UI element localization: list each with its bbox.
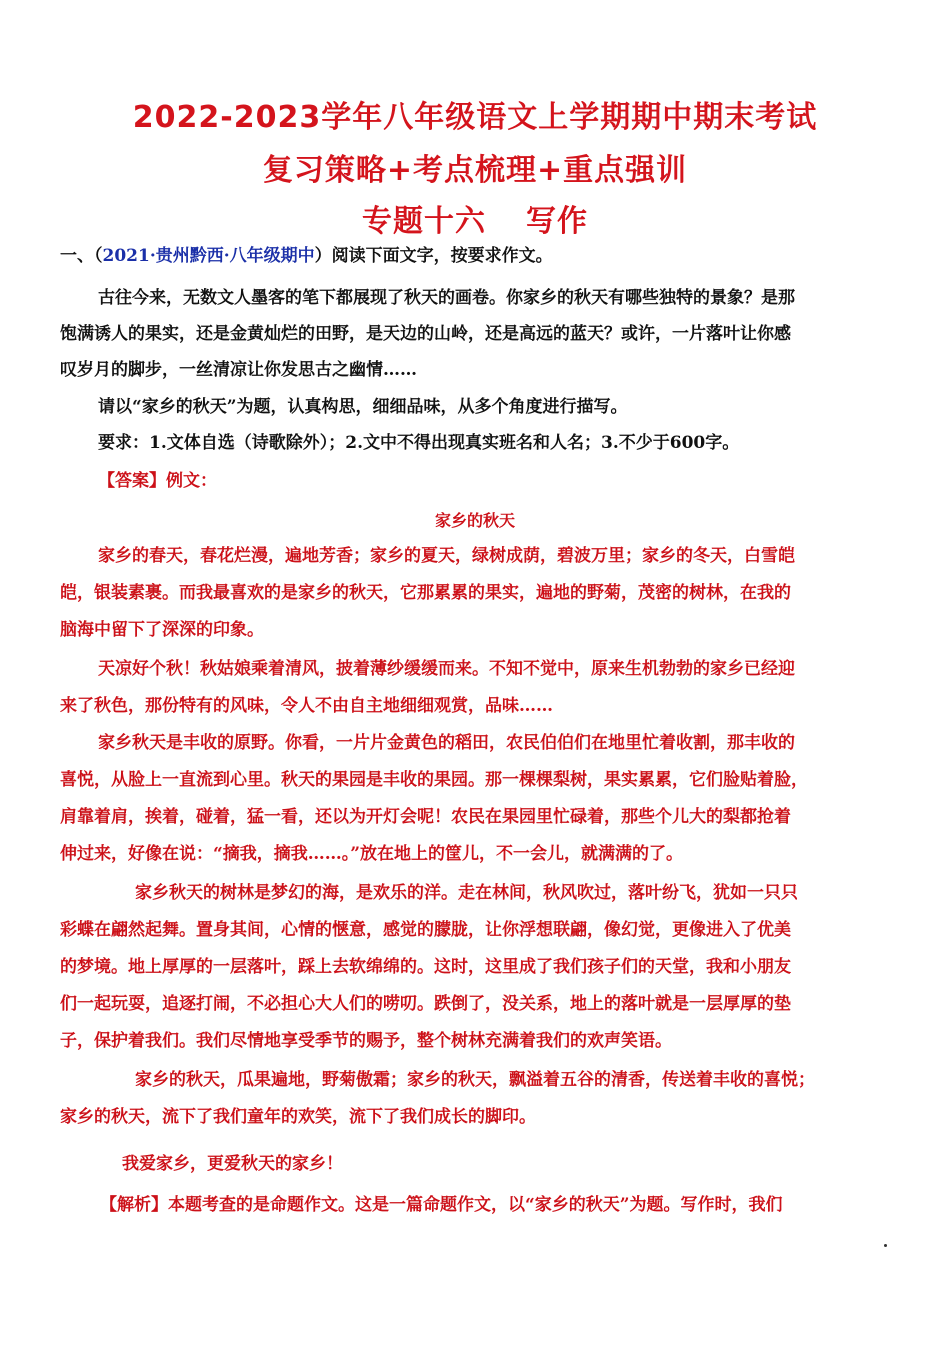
essay-line: 家乡的春天，春花烂漫，遍地芳香；家乡的夏天，绿树成荫，碧波万里；家乡的冬天，白雪皑 [98,546,795,566]
answer-label-suffix: 例文： [166,471,217,491]
question-source: 2021·贵州黔西·八年级期中 [102,246,315,266]
essay-line: 伸过来，好像在说：“摘我，摘我……。”放在地上的筐儿，不一会儿，就满满的了。 [60,844,684,864]
speck-mark [884,1244,887,1247]
topic-name: 写作 [526,204,588,239]
requirements-text: 要求：1.文体自选（诗歌除外）；2.文中不得出现真实班名和人名；3.不少于600字。 [98,433,740,453]
analysis-line [100,1194,930,1216]
topic-number: 专题十六 [362,204,486,239]
analysis-text: 本题考查的是命题作文。这是一篇命题作文，以“家乡的秋天”为题。写作时，我们 [168,1195,783,1215]
answer-label-line [98,470,928,492]
title-line-1: 2022-2023学年八年级语文上学期期中期末考试 [132,100,818,135]
essay-line: 的梦境。地上厚厚的一层落叶，踩上去软绵绵的。这时，这里成了我们孩子们的天堂，我和小朋友 [60,957,791,977]
essay-line: 子，保护着我们。我们尽情地享受季节的赐予，整个树林充满着我们的欢声笑语。 [60,1031,672,1051]
essay-line: 们一起玩耍，追逐打闹，不必担心大人们的唠叨。跌倒了，没关系，地上的落叶就是一层厚厚的垫 [60,994,791,1014]
essay-closing-line: 我爱家乡，更爱秋天的家乡！ [122,1154,343,1174]
answer-label: 【答案】 [98,471,166,491]
essay-line: 家乡的秋天，瓜果遍地，野菊傲霜；家乡的秋天，飘溢着五谷的清香，传送着丰收的喜悦； [135,1070,815,1090]
question-heading [60,245,890,267]
essay-line: 脑海中留下了深深的印象。 [60,620,264,640]
essay-line: 家乡秋天的树林是梦幻的海，是欢乐的洋。走在林间，秋风吹过，落叶纷飞，犹如一只只 [135,883,798,903]
title-line-3 [0,196,950,240]
analysis-label: 【解析】 [100,1195,168,1215]
prompt-line: 古往今来，无数文人墨客的笔下都展现了秋天的画卷。你家乡的秋天有哪些独特的景象？是那 [98,288,795,308]
task-text: 请以“家乡的秋天”为题，认真构思，细细品味，从多个角度进行描写。 [98,397,628,417]
prompt-line: 叹岁月的脚步，一丝清凉让你发思古之幽情…… [60,360,417,380]
title-line-2: 复习策略+考点梳理+重点强训 [262,153,688,188]
essay-line: 皑，银装素裹。而我最喜欢的是家乡的秋天，它那累累的果实，遍地的野菊，茂密的树林，在我的 [60,583,791,603]
essay-line: 肩靠着肩，挨着，碰着，猛一看，还以为开灯会呢！农民在果园里忙碌着，那些个儿大的梨都抢着 [60,807,791,827]
prompt-line: 饱满诱人的果实，还是金黄灿烂的田野，是天边的山岭，还是高远的蓝天？或许，一片落叶让你感 [60,324,791,344]
essay-line: 彩蝶在翩然起舞。置身其间，心情的惬意，感觉的朦胧，让你浮想联翩，像幻觉，更像进入了优美 [60,920,791,940]
essay-line: 家乡秋天是丰收的原野。你看，一片片金黄色的稻田，农民伯伯们在地里忙着收割，那丰收的 [98,733,795,753]
essay-line: 天凉好个秋！秋姑娘乘着清风，披着薄纱缓缓而来。不知不觉中，原来生机勃勃的家乡已经迎 [98,659,795,679]
essay-title: 家乡的秋天 [434,511,515,530]
essay-line: 喜悦，从脸上一直流到心里。秋天的果园是丰收的果园。那一棵棵梨树，果实累累，它们脸贴着脸， [60,770,808,790]
question-source-close: ） [314,246,332,266]
essay-line: 来了秋色，那份特有的风味，令人不由自主地细细观赏，品味…… [60,696,553,716]
question-number: 一、（ [60,246,103,266]
question-instruction: 阅读下面文字，按要求作文。 [331,246,553,266]
essay-line: 家乡的秋天，流下了我们童年的欢笑，流下了我们成长的脚印。 [60,1107,536,1127]
